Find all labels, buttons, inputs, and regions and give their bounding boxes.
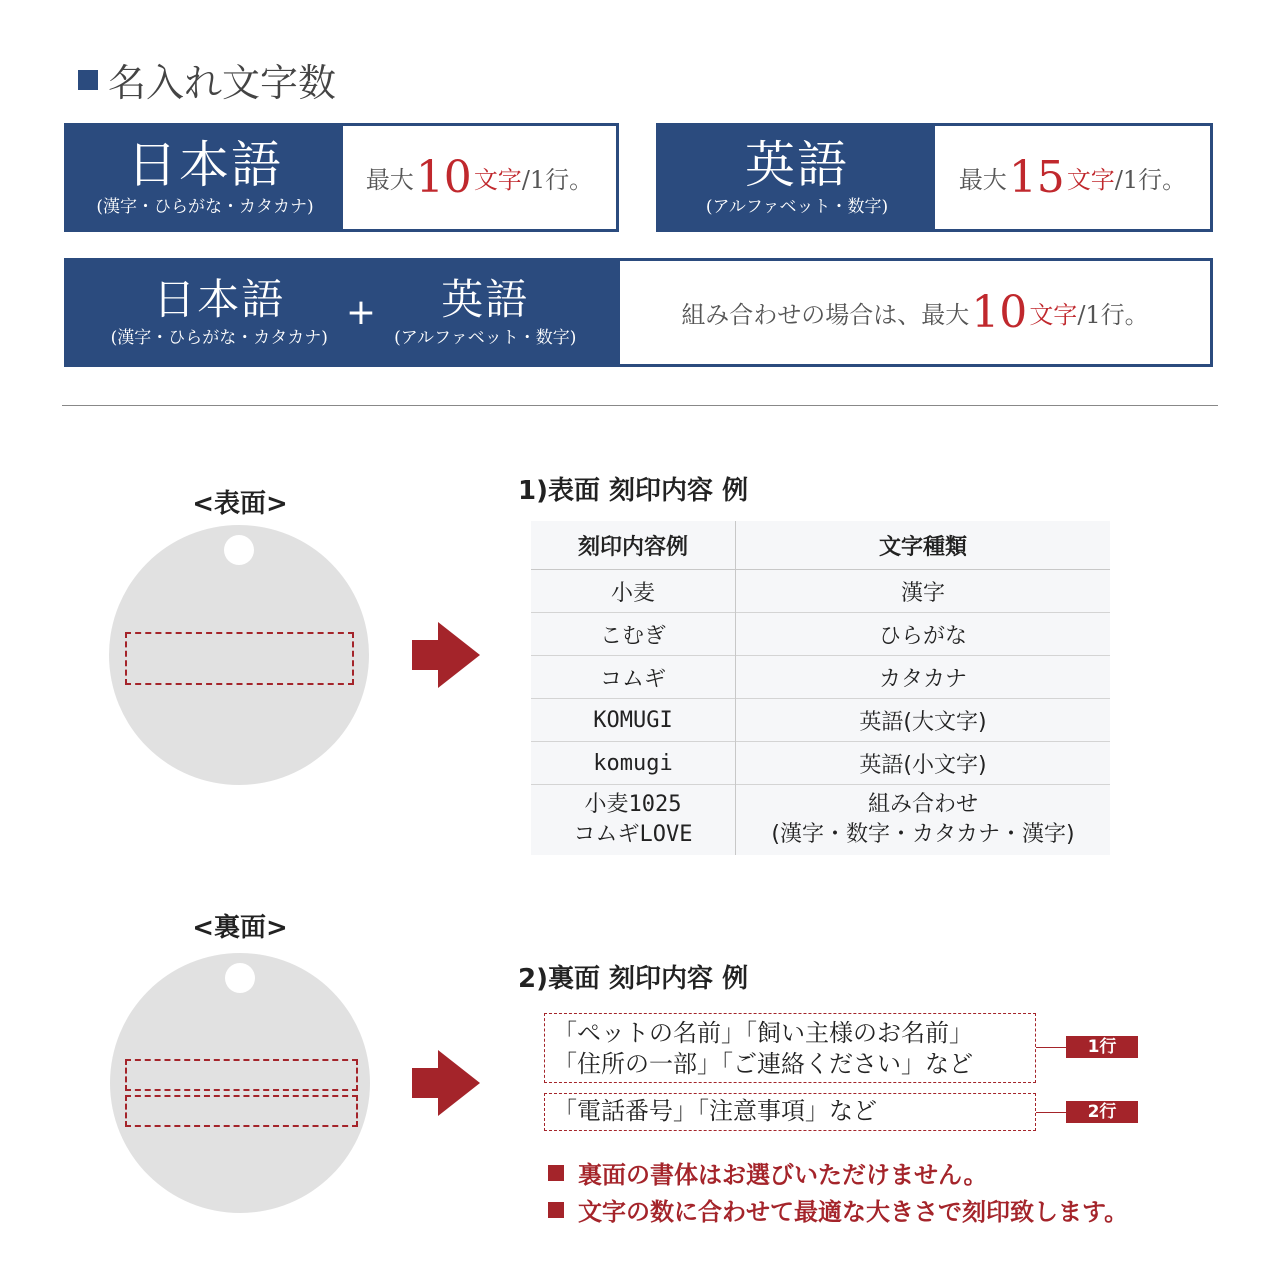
limit-unit: 文字 bbox=[1066, 166, 1115, 194]
plus-sign: + bbox=[345, 292, 377, 333]
english-label bbox=[659, 126, 935, 229]
limit-prefix: 組み合わせの場合は、最大 bbox=[681, 301, 970, 329]
table-cell: 英語(小文字) bbox=[736, 742, 1111, 785]
cell-line: コムギLOVE bbox=[573, 822, 693, 847]
tag-hole bbox=[224, 535, 254, 565]
back-tag-illustration bbox=[110, 953, 370, 1213]
note-item bbox=[548, 1155, 987, 1190]
table-header: 文字種類 bbox=[736, 521, 1111, 570]
combo-english-title: 英語 bbox=[441, 274, 530, 324]
table-cell: ひらがな bbox=[736, 613, 1111, 656]
table-cell: KOMUGI bbox=[531, 699, 736, 742]
table-row bbox=[531, 570, 1110, 613]
leader-line bbox=[1036, 1047, 1066, 1048]
table-cell: komugi bbox=[531, 742, 736, 785]
combo-english bbox=[394, 274, 577, 349]
combo-label bbox=[67, 261, 620, 364]
section-heading bbox=[78, 52, 336, 107]
table-cell bbox=[531, 785, 736, 856]
front-example-table bbox=[531, 521, 1110, 855]
japanese-label bbox=[67, 126, 343, 229]
combo-japanese bbox=[110, 274, 328, 349]
japanese-title: 日本語 bbox=[127, 135, 283, 194]
square-bullet-icon bbox=[78, 70, 98, 90]
square-bullet-icon bbox=[548, 1165, 564, 1181]
back-example-title: 2)裏面 刻印内容 例 bbox=[518, 964, 749, 994]
cell-line: (漢字・数字・カタカナ・漢字) bbox=[771, 822, 1075, 847]
english-limit-box bbox=[656, 123, 1213, 232]
combo-limit bbox=[620, 261, 1210, 364]
example-text: 「住所の一部」「ご連絡ください」など bbox=[553, 1050, 973, 1078]
limit-prefix: 最大 bbox=[958, 166, 1007, 194]
arrow-right-icon bbox=[412, 1048, 482, 1118]
table-cell: 小麦 bbox=[531, 570, 736, 613]
front-example-title: 1)表面 刻印内容 例 bbox=[518, 476, 749, 506]
japanese-limit bbox=[343, 126, 616, 229]
limit-suffix: /1行。 bbox=[521, 166, 594, 194]
table-cell: こむぎ bbox=[531, 613, 736, 656]
english-limit bbox=[935, 126, 1210, 229]
note-item bbox=[548, 1192, 1128, 1227]
cell-line: 組み合わせ bbox=[867, 792, 978, 817]
english-subtitle: (アルファベット・数字) bbox=[705, 196, 889, 217]
back-line2-example bbox=[544, 1093, 1036, 1131]
combo-english-subtitle: (アルファベット・数字) bbox=[394, 327, 577, 348]
combo-japanese-title: 日本語 bbox=[153, 274, 286, 324]
square-bullet-icon bbox=[548, 1202, 564, 1218]
table-row bbox=[531, 613, 1110, 656]
example-text: 「ペットの名前」「飼い主様のお名前」 bbox=[553, 1019, 973, 1047]
limit-number: 10 bbox=[971, 287, 1028, 338]
japanese-subtitle: (漢字・ひらがな・カタカナ) bbox=[96, 196, 314, 217]
tag-hole bbox=[225, 963, 255, 993]
limit-unit: 文字 bbox=[473, 166, 522, 194]
front-tag-illustration bbox=[109, 525, 369, 785]
limit-prefix: 最大 bbox=[365, 166, 414, 194]
engraving-area-back-line2 bbox=[125, 1095, 358, 1127]
limit-suffix: /1行。 bbox=[1114, 166, 1187, 194]
combo-limit-box bbox=[64, 258, 1213, 367]
divider bbox=[62, 405, 1218, 406]
table-row bbox=[531, 785, 1110, 856]
table-row bbox=[531, 742, 1110, 785]
table-cell: 漢字 bbox=[900, 580, 945, 606]
table-row bbox=[531, 656, 1110, 699]
note-text: 文字の数に合わせて最適な大きさで刻印致します。 bbox=[578, 1198, 1129, 1226]
note-text: 裏面の書体はお選びいただけません。 bbox=[578, 1161, 988, 1189]
line-2-badge: 2行 bbox=[1066, 1101, 1138, 1123]
table-header-row bbox=[531, 521, 1110, 570]
section-title: 名入れ文字数 bbox=[108, 61, 337, 105]
back-line1-example bbox=[544, 1013, 1036, 1083]
limit-number: 10 bbox=[415, 152, 472, 203]
combo-japanese-subtitle: (漢字・ひらがな・カタカナ) bbox=[110, 327, 328, 348]
table-header: 刻印内容例 bbox=[531, 521, 736, 570]
limit-unit: 文字 bbox=[1029, 301, 1078, 329]
limit-number: 15 bbox=[1008, 152, 1065, 203]
line-1-badge: 1行 bbox=[1066, 1036, 1138, 1058]
limit-suffix: /1行。 bbox=[1077, 301, 1149, 329]
back-label: <裏面> bbox=[192, 913, 288, 943]
engraving-area-back-line1 bbox=[125, 1059, 358, 1091]
table-cell: 英語(大文字) bbox=[736, 699, 1111, 742]
table-cell: コムギ bbox=[531, 656, 736, 699]
arrow-right-icon bbox=[412, 620, 482, 690]
front-label: <表面> bbox=[192, 489, 288, 519]
table-row bbox=[531, 699, 1110, 742]
cell-line: 小麦1025 bbox=[584, 792, 682, 817]
engraving-area-front bbox=[125, 632, 354, 685]
example-text: 「電話番号」「注意事項」など bbox=[553, 1097, 877, 1125]
table-cell bbox=[736, 785, 1111, 856]
english-title: 英語 bbox=[745, 135, 849, 194]
japanese-limit-box bbox=[64, 123, 619, 232]
table-cell: カタカナ bbox=[736, 656, 1111, 699]
leader-line bbox=[1036, 1112, 1066, 1113]
